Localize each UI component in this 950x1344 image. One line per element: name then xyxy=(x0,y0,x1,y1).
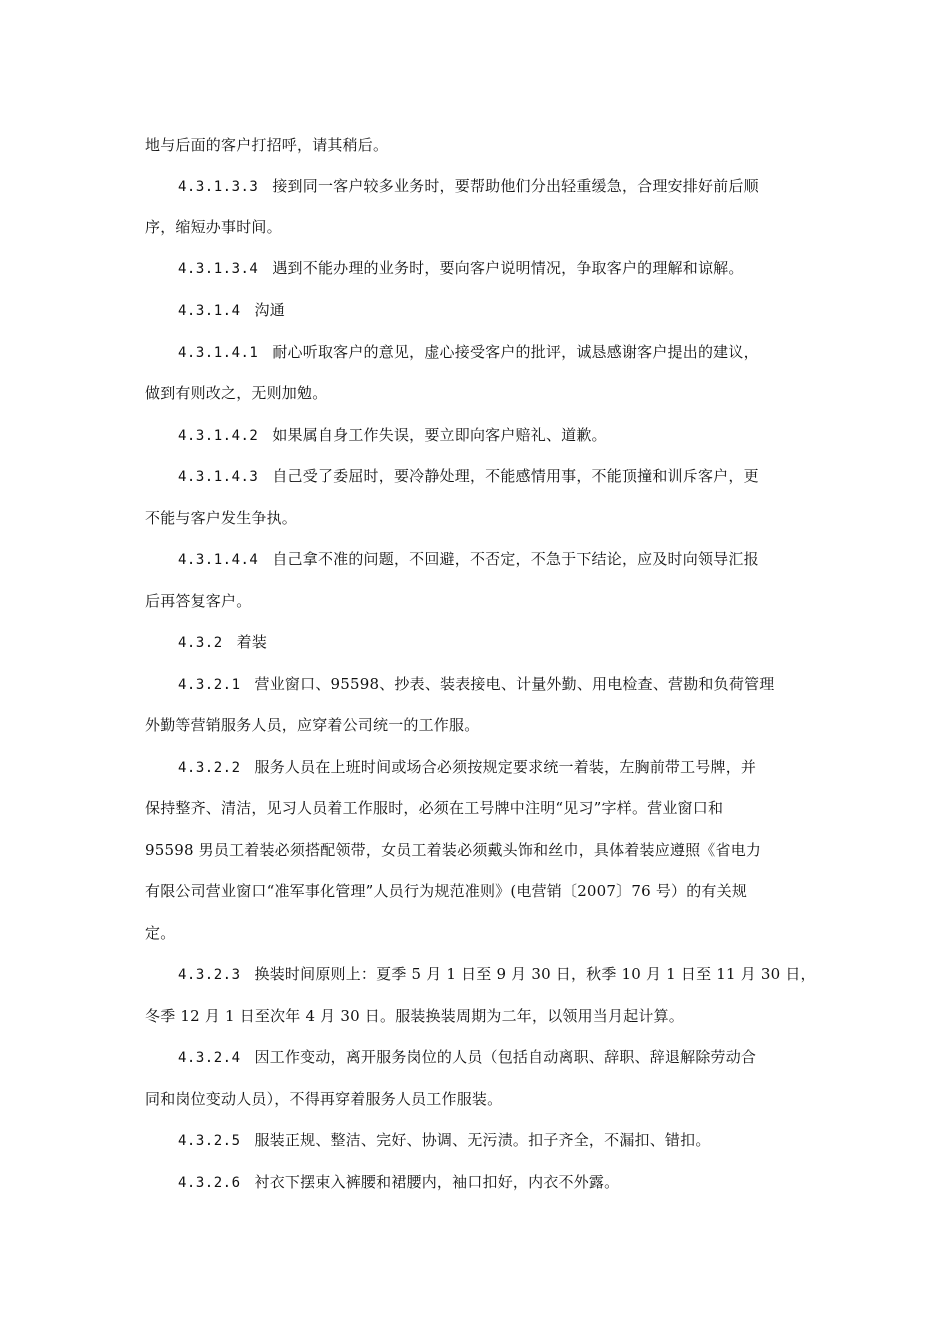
text-line: 外勤等营销服务人员，应穿着公司统一的工作服。 xyxy=(145,716,480,734)
clause-text: 耐心听取客户的意见，虚心接受客户的批评，诚恳感谢客户提出的建议， xyxy=(272,343,759,361)
clause-text: 服装正规、整洁、完好、协调、无污渍。扣子齐全，不漏扣、错扣。 xyxy=(254,1131,711,1149)
clause-4-3-1-4-2 xyxy=(178,425,810,446)
clause-4-3-1-4-1 xyxy=(178,342,810,363)
clause-number: 4.3.1.3.3 xyxy=(178,179,259,195)
section-title: 着装 xyxy=(236,633,268,651)
text-line: 地与后面的客户打招呼，请其稍后。 xyxy=(145,136,389,154)
clause-text: 换装时间原则上：夏季 5 月 1 日至 9 月 30 日，秋季 10 月 1 日至 11 月 30 日， xyxy=(254,965,816,983)
clause-number: 4.3.2.1 xyxy=(178,677,241,693)
section-title: 沟通 xyxy=(254,301,285,319)
clause-4-3-2-3 xyxy=(178,964,816,985)
clause-number: 4.3.2.2 xyxy=(178,760,241,776)
section-number: 4.3.2 xyxy=(178,635,223,651)
text-line: 有限公司营业窗口“准军事化管理”人员行为规范准则》(电营销〔2007〕76 号）的有关规 xyxy=(145,882,748,900)
clause-4-3-2-2 xyxy=(178,757,810,778)
text-line: 做到有则改之，无则加勉。 xyxy=(145,384,328,402)
clause-4-3-2-4 xyxy=(178,1047,810,1068)
text-line: 同和岗位变动人员），不得再穿着服务人员工作服装。 xyxy=(145,1090,503,1108)
text-line: 序，缩短办事时间。 xyxy=(145,218,282,236)
text-line: 冬季 12 月 1 日至次年 4 月 30 日。服装换装周期为二年，以领用当月起计算。 xyxy=(145,1007,685,1025)
text-line: 后再答复客户。 xyxy=(145,592,252,610)
text-line: 不能与客户发生争执。 xyxy=(145,509,298,527)
clause-4-3-1-4-4 xyxy=(178,549,810,570)
clause-number: 4.3.1.4.3 xyxy=(178,469,259,485)
clause-4-3-2-5 xyxy=(178,1130,810,1151)
section-4-3-2 xyxy=(178,632,810,653)
clause-4-3-1-4-3 xyxy=(178,466,810,487)
clause-number: 4.3.2.4 xyxy=(178,1050,241,1066)
clause-text: 自己拿不准的问题，不回避，不否定，不急于下结论，应及时向领导汇报 xyxy=(272,550,759,568)
clause-number: 4.3.1.4.4 xyxy=(178,552,259,568)
clause-text: 自己受了委屈时，要冷静处理，不能感情用事，不能顶撞和训斥客户，更 xyxy=(272,467,759,485)
text-line: 定。 xyxy=(145,924,176,942)
clause-4-3-1-3-3 xyxy=(178,176,810,197)
clause-number: 4.3.2.3 xyxy=(178,967,241,983)
clause-text: 衬衣下摆束入裤腰和裙腰内，袖口扣好，内衣不外露。 xyxy=(254,1173,620,1191)
section-number: 4.3.1.4 xyxy=(178,303,241,319)
clause-4-3-2-6 xyxy=(178,1172,810,1193)
clause-number: 4.3.1.3.4 xyxy=(178,261,259,277)
clause-text: 营业窗口、95598、抄表、装表接电、计量外勤、用电检查、营勘和负荷管理 xyxy=(254,675,775,693)
clause-number: 4.3.1.4.2 xyxy=(178,428,259,444)
clause-number: 4.3.1.4.1 xyxy=(178,345,259,361)
clause-number: 4.3.2.6 xyxy=(178,1175,241,1191)
clause-text: 遇到不能办理的业务时，要向客户说明情况，争取客户的理解和谅解。 xyxy=(272,259,744,277)
clause-text: 接到同一客户较多业务时，要帮助他们分出轻重缓急，合理安排好前后顺 xyxy=(272,177,759,195)
text-line: 保持整齐、清洁，见习人员着工作服时，必须在工号牌中注明“见习”字样。营业窗口和 xyxy=(145,799,724,817)
clause-4-3-1-3-4 xyxy=(178,258,810,279)
clause-4-3-2-1 xyxy=(178,674,810,695)
section-4-3-1-4 xyxy=(178,300,810,321)
clause-text: 如果属自身工作失误，要立即向客户赔礼、道歉。 xyxy=(272,426,607,444)
clause-number: 4.3.2.5 xyxy=(178,1133,241,1149)
clause-text: 因工作变动，离开服务岗位的人员（包括自动离职、辞职、辞退解除劳动合 xyxy=(254,1048,757,1066)
clause-text: 服务人员在上班时间或场合必须按规定要求统一着装，左胸前带工号牌，并 xyxy=(254,758,757,776)
text-line: 95598 男员工着装必须搭配领带，女员工着装必须戴头饰和丝巾，具体着装应遵照《省电力 xyxy=(145,841,762,859)
